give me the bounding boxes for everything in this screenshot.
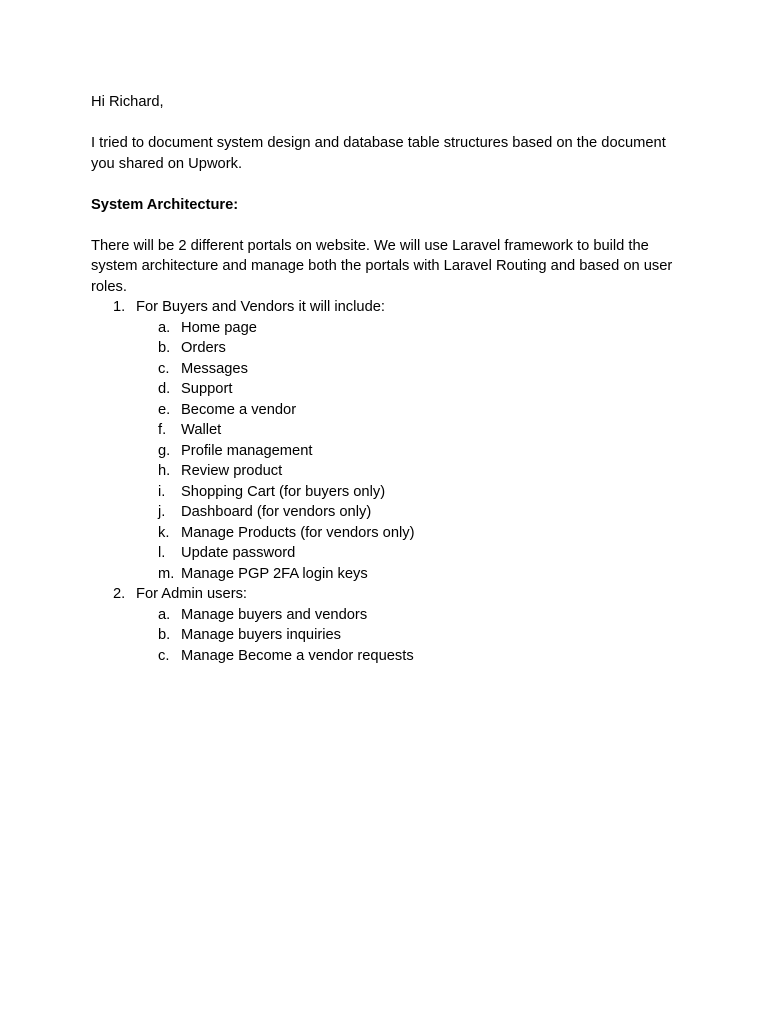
list-marker: j. <box>158 504 166 520</box>
list-marker: l. <box>158 545 166 561</box>
portal-label: For Admin users: <box>136 586 248 602</box>
list-item <box>91 543 691 564</box>
document-page <box>91 92 691 666</box>
list-marker: k. <box>158 524 170 541</box>
spacer <box>91 113 691 134</box>
list-item <box>91 564 691 585</box>
list-marker: b. <box>158 627 171 643</box>
list-marker: c. <box>158 360 170 377</box>
list-marker: g. <box>158 442 171 459</box>
list-item <box>91 441 691 462</box>
list-item-label: Manage buyers and vendors <box>181 606 368 623</box>
list-marker: h. <box>158 463 171 479</box>
list-item <box>91 400 691 421</box>
list-item <box>91 605 691 626</box>
portal-label: For Buyers and Vendors it will include: <box>136 299 385 315</box>
list-item-label: Support <box>181 381 233 397</box>
greeting: Hi Richard, <box>91 94 164 110</box>
section-heading: System Architecture: <box>91 196 239 213</box>
spacer <box>91 174 691 195</box>
list-marker: a. <box>158 606 171 623</box>
spacer <box>91 215 691 236</box>
list-marker: b. <box>158 340 171 356</box>
list-item <box>91 502 691 523</box>
list-item <box>91 318 691 339</box>
list-item <box>91 523 691 544</box>
list-item <box>91 461 691 482</box>
list-item <box>91 338 691 359</box>
list-item <box>91 359 691 380</box>
feature-list <box>136 318 691 585</box>
description-paragraph: There will be 2 different portals on website. We will use Laravel framework to build the system architecture and manage both the portals with Laravel Routing and based on user roles. <box>91 237 673 295</box>
list-item <box>91 379 691 400</box>
portal-item-admin <box>91 584 691 666</box>
feature-list <box>136 605 691 667</box>
list-marker: 2. <box>113 586 126 602</box>
list-item-label: Manage buyers inquiries <box>181 627 342 643</box>
list-item-label: Messages <box>181 360 248 377</box>
list-item-label: Manage Become a vendor requests <box>181 647 414 664</box>
list-item-label: Dashboard (for vendors only) <box>181 504 372 520</box>
list-item-label: Orders <box>181 340 226 356</box>
list-marker: d. <box>158 381 171 397</box>
list-item-label: Shopping Cart (for buyers only) <box>181 483 386 500</box>
list-marker: e. <box>158 401 171 418</box>
list-marker: m. <box>158 565 175 582</box>
list-item-label: Become a vendor <box>181 401 297 418</box>
list-item-label: Profile management <box>181 442 313 459</box>
intro-paragraph: I tried to document system design and database table structures based on the document you shared on Upwork. <box>91 135 666 172</box>
portal-item-buyers-vendors <box>91 297 691 584</box>
list-item <box>91 420 691 441</box>
list-item <box>91 482 691 503</box>
list-marker: f. <box>158 422 167 438</box>
list-marker: a. <box>158 319 171 336</box>
list-item-label: Update password <box>181 545 296 561</box>
list-item-label: Home page <box>181 319 257 336</box>
list-marker: 1. <box>113 299 126 315</box>
list-item-label: Review product <box>181 463 283 479</box>
portal-list <box>91 297 691 666</box>
list-item-label: Wallet <box>181 422 222 438</box>
list-item <box>91 625 691 646</box>
list-item-label: Manage Products (for vendors only) <box>181 524 415 541</box>
list-item-label: Manage PGP 2FA login keys <box>181 565 368 582</box>
list-marker: i. <box>158 483 166 500</box>
list-item <box>91 646 691 667</box>
list-marker: c. <box>158 647 170 664</box>
